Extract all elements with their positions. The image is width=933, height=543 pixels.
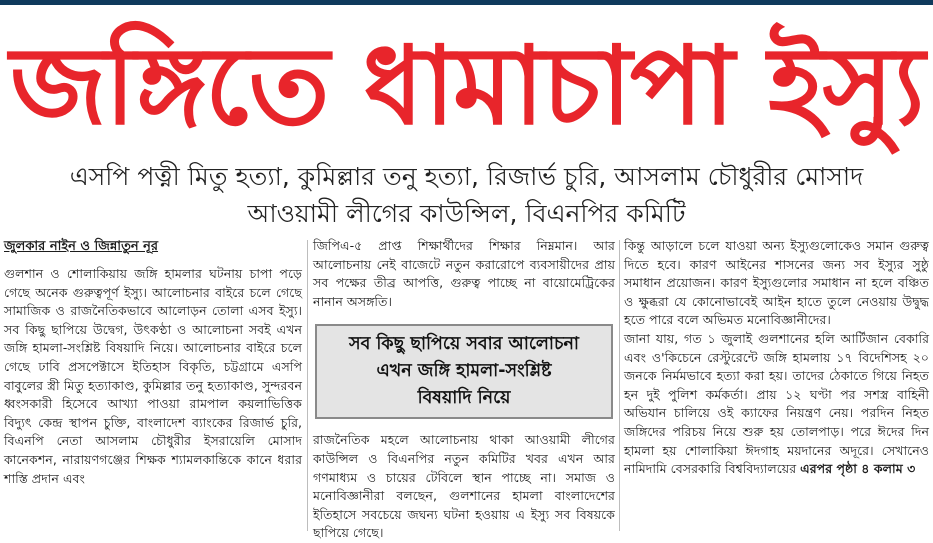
column-2 xyxy=(313,237,615,541)
pull-quote-line-3: বিষয়াদি নিয়ে xyxy=(417,388,511,409)
column-2-bottom-text: রাজনৈতিক মহলে আলোচনায় থাকা আওয়ামী লীগের কাউন্সিল ও বিএনপির নতুন কমিটির খবর এখন আর গণমাধ্যম ও চায়ের টেবিলে স্থান পাচ্ছে না। সমাজ ও মনোবিজ্ঞানীরা বলছেন, গুলশানের হামলা বাংলাদেশের ইতিহাসে সবচেয়ে জঘন্য ঘটনা হওয়ায় এ ইস্যু সব বিষয়কে ছাপিয়ে গেছে। xyxy=(313,432,615,541)
column-divider xyxy=(619,240,620,531)
headline: জঙ্গিতে ধামাচাপা ইস্যু xyxy=(10,24,923,149)
subheadline-2: আওয়ামী লীগের কাউন্সিল, বিএনপির কমিটি xyxy=(247,199,686,228)
column-3-para-1: কিন্তু আড়ালে চলে যাওয়া অন্য ইস্যুগুলোকেও সমান গুরুত্ব দিতে হবে। কারণ আইনের শাসনের জন্য সব ইস্যুর সুষ্ঠু সমাধান প্রয়োজন। কারণ ইস্যুগুলোর সমাধান না হলে বঞ্চিত ও ক্ষুব্ধরা যে কোনোভাবেই আইন হাতে তুলে নেওয়ায় উদ্বুদ্ধ হতে পারে বলে অভিমত মনোবিজ্ঞানীদের। xyxy=(624,238,929,328)
byline: জুলকার নাইন ও জিন্নাতুন নূর xyxy=(4,239,159,254)
jump-line[interactable]: এরপর পৃষ্ঠা ৪ কলাম ৩ xyxy=(800,461,916,477)
column-divider xyxy=(307,240,308,531)
column-2-top-text: জিপিএ-৫ প্রাপ্ত শিক্ষার্থীদের শিক্ষার নিম্নমান। আর আলোচনায় নেই বাজেটে নতুন করারোপে ব্যবসায়ীদের প্রায় সব পক্ষের তীব্র আপত্তি, গুরুত্ব পাচ্ছে না বায়োমেট্রিকের নানান অসঙ্গতি। xyxy=(313,238,615,309)
pull-quote-line-2: এখন জঙ্গি হামলা-সংশ্লিষ্ট xyxy=(376,361,552,382)
column-3-para-2 xyxy=(624,330,929,479)
pull-quote-line-1: সব কিছু ছাপিয়ে সবার আলোচনা xyxy=(349,334,579,355)
column-1 xyxy=(4,237,302,531)
column-3 xyxy=(624,237,929,531)
top-rule xyxy=(0,0,933,5)
subheadline-1: এসপি পত্নী মিতু হত্যা, কুমিল্লার তনু হত্যা, রিজার্ভ চুরি, আসলাম চৌধুরীর মোসাদ xyxy=(69,162,864,191)
column-1-text: গুলশান ও শোলাকিয়ায় জঙ্গি হামলার ঘটনায় চাপা পড়ে গেছে অনেক গুরুত্বপূর্ণ ইস্যু। আলোচনার বাইরে চলে গেছে সামাজিক ও রাজনৈতিকভাবে আলোড়ন তোলা এসব ইস্যু। সব কিছু ছাপিয়ে উদ্বেগ, উৎকণ্ঠা ও আলোচনা সবই এখন জঙ্গি হামলা-সংশ্লিষ্ট বিষয়াদি নিয়ে। আলোচনার বাইরে চলে গেছে ঢাবি প্রসপেক্টাসে ইতিহাস বিকৃতি, চট্টগ্রামে এসপি বাবুলের স্ত্রী মিতু হত্যাকাণ্ড, কুমিল্লার তনু হত্যাকাণ্ড, সুন্দরবন ধ্বংসকারী হিসেবে আখ্যা পাওয়া রামপাল কয়লাভিত্তিক বিদ্যুৎ কেন্দ্র স্থাপন চুক্তি, বাংলাদেশ ব্যাংকের রিজার্ভ চুরি, বিএনপি নেতা আসলাম চৌধুরীর ইসরায়েলি মোসাদ কানেকশন, নারায়ণগঞ্জের শিক্ষক শ্যামলকান্তিকে কানে ধরার শাস্তি প্রদান এবং xyxy=(4,266,302,486)
column-3-para-2-text: জানা যায়, গত ১ জুলাই গুলশানের হলি আর্টিজান বেকারি এবং ও'কিচেনে রেস্টুরেন্টে জঙ্গি হামলায় ১৭ বিদেশিসহ ২০ জনকে নির্মমভাবে হত্যা করা হয়। তাদের ঠেকাতে গিয়ে নিহত হন দুই পুলিশ কর্মকর্তা। প্রায় ১২ ঘণ্টা পর সশস্ত্র বাহিনী অভিযান চালিয়ে ওই ক্যাফের নিয়ন্ত্রণ নেয়। পরদিন নিহত জঙ্গিদের পরিচয় নিয়ে শুরু হয় তোলপাড়। পরে ঈদের দিন হামলা হয় শোলাকিয়া ঈদগাহ ময়দানের অদূরে। সেখানেও নামিদামি বেসরকারি বিশ্ববিদ্যালয়ের xyxy=(624,330,929,477)
pull-quote xyxy=(315,324,613,419)
